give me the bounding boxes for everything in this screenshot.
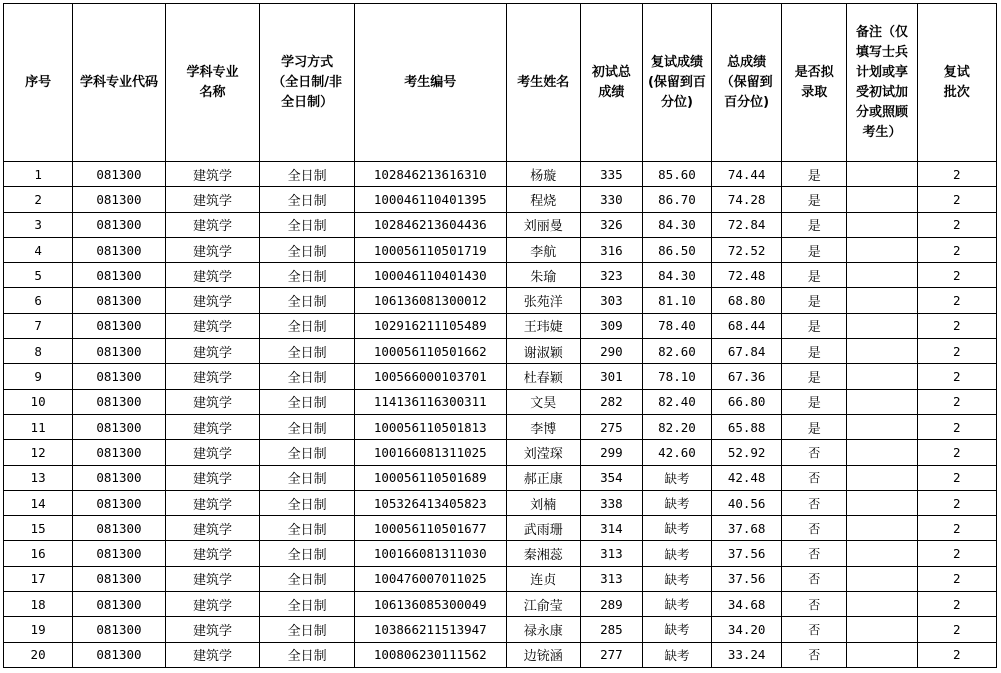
cell-student-name: 谢淑颖	[506, 339, 580, 364]
cell-batch: 2	[917, 389, 996, 414]
cell-retest-score: 85.60	[642, 162, 711, 187]
header-major-code: 学科专业代码	[73, 4, 166, 162]
cell-major-code: 081300	[73, 414, 166, 439]
table-row	[4, 339, 997, 364]
cell-remark	[847, 490, 917, 515]
cell-total-score: 40.56	[712, 490, 782, 515]
cell-admit: 否	[782, 516, 847, 541]
cell-student-name: 边铳涵	[506, 642, 580, 667]
cell-retest-score: 82.60	[642, 339, 711, 364]
cell-seq: 1	[4, 162, 73, 187]
table-row	[4, 440, 997, 465]
cell-retest-score: 84.30	[642, 263, 711, 288]
cell-total-score: 67.84	[712, 339, 782, 364]
cell-major-name: 建筑学	[165, 566, 260, 591]
cell-study-mode: 全日制	[260, 617, 355, 642]
cell-total-score: 66.80	[712, 389, 782, 414]
cell-total-score: 74.28	[712, 187, 782, 212]
cell-exam-id: 102846213604436	[354, 212, 506, 237]
cell-major-code: 081300	[73, 263, 166, 288]
cell-initial-score: 285	[580, 617, 642, 642]
cell-major-name: 建筑学	[165, 414, 260, 439]
table-row	[4, 364, 997, 389]
cell-major-name: 建筑学	[165, 541, 260, 566]
cell-student-name: 秦湘蕊	[506, 541, 580, 566]
cell-batch: 2	[917, 313, 996, 338]
cell-major-name: 建筑学	[165, 313, 260, 338]
cell-admit: 是	[782, 237, 847, 262]
cell-admit: 是	[782, 288, 847, 313]
cell-seq: 13	[4, 465, 73, 490]
cell-exam-id: 100056110501677	[354, 516, 506, 541]
cell-total-score: 72.84	[712, 212, 782, 237]
cell-remark	[847, 288, 917, 313]
cell-seq: 14	[4, 490, 73, 515]
cell-total-score: 37.68	[712, 516, 782, 541]
cell-total-score: 37.56	[712, 541, 782, 566]
cell-retest-score: 86.50	[642, 237, 711, 262]
cell-retest-score: 86.70	[642, 187, 711, 212]
cell-seq: 8	[4, 339, 73, 364]
header-exam-id: 考生编号	[354, 4, 506, 162]
cell-retest-score: 78.10	[642, 364, 711, 389]
cell-seq: 17	[4, 566, 73, 591]
header-row	[4, 4, 997, 162]
cell-exam-id: 100046110401430	[354, 263, 506, 288]
cell-initial-score: 326	[580, 212, 642, 237]
cell-exam-id: 100056110501662	[354, 339, 506, 364]
cell-major-code: 081300	[73, 389, 166, 414]
cell-admit: 否	[782, 642, 847, 667]
cell-exam-id: 106136081300012	[354, 288, 506, 313]
cell-remark	[847, 617, 917, 642]
cell-exam-id: 100566000103701	[354, 364, 506, 389]
cell-seq: 4	[4, 237, 73, 262]
cell-major-code: 081300	[73, 440, 166, 465]
header-total-score: 总成绩（保留到百分位)	[712, 4, 782, 162]
cell-initial-score: 313	[580, 566, 642, 591]
cell-initial-score: 316	[580, 237, 642, 262]
cell-seq: 15	[4, 516, 73, 541]
cell-major-code: 081300	[73, 592, 166, 617]
cell-major-name: 建筑学	[165, 212, 260, 237]
header-study-mode: 学习方式（全日制/非全日制）	[260, 4, 355, 162]
cell-major-code: 081300	[73, 364, 166, 389]
table-body	[4, 162, 997, 668]
cell-major-name: 建筑学	[165, 237, 260, 262]
header-student-name: 考生姓名	[506, 4, 580, 162]
cell-major-code: 081300	[73, 237, 166, 262]
table-row	[4, 187, 997, 212]
cell-student-name: 江俞莹	[506, 592, 580, 617]
cell-admit: 是	[782, 263, 847, 288]
cell-exam-id: 100166081311030	[354, 541, 506, 566]
cell-remark	[847, 389, 917, 414]
cell-major-code: 081300	[73, 490, 166, 515]
cell-student-name: 文昊	[506, 389, 580, 414]
cell-total-score: 52.92	[712, 440, 782, 465]
cell-major-code: 081300	[73, 212, 166, 237]
cell-seq: 18	[4, 592, 73, 617]
cell-seq: 5	[4, 263, 73, 288]
cell-batch: 2	[917, 339, 996, 364]
cell-total-score: 72.52	[712, 237, 782, 262]
cell-admit: 是	[782, 389, 847, 414]
cell-batch: 2	[917, 516, 996, 541]
table-row	[4, 642, 997, 667]
cell-total-score: 67.36	[712, 364, 782, 389]
cell-retest-score: 82.20	[642, 414, 711, 439]
cell-study-mode: 全日制	[260, 263, 355, 288]
table-row	[4, 237, 997, 262]
cell-major-name: 建筑学	[165, 288, 260, 313]
cell-major-name: 建筑学	[165, 440, 260, 465]
cell-student-name: 刘丽曼	[506, 212, 580, 237]
cell-initial-score: 330	[580, 187, 642, 212]
cell-retest-score: 缺考	[642, 516, 711, 541]
cell-seq: 20	[4, 642, 73, 667]
cell-admit: 否	[782, 541, 847, 566]
cell-student-name: 禄永康	[506, 617, 580, 642]
cell-exam-id: 100056110501719	[354, 237, 506, 262]
cell-admit: 否	[782, 465, 847, 490]
cell-seq: 6	[4, 288, 73, 313]
cell-student-name: 朱瑜	[506, 263, 580, 288]
cell-seq: 11	[4, 414, 73, 439]
cell-total-score: 68.44	[712, 313, 782, 338]
table-row	[4, 566, 997, 591]
cell-student-name: 连贞	[506, 566, 580, 591]
cell-admit: 是	[782, 187, 847, 212]
cell-initial-score: 299	[580, 440, 642, 465]
cell-retest-score: 缺考	[642, 566, 711, 591]
cell-batch: 2	[917, 288, 996, 313]
header-seq: 序号	[4, 4, 73, 162]
cell-admit: 否	[782, 440, 847, 465]
cell-major-name: 建筑学	[165, 187, 260, 212]
cell-student-name: 杨璇	[506, 162, 580, 187]
cell-exam-id: 100056110501813	[354, 414, 506, 439]
cell-total-score: 74.44	[712, 162, 782, 187]
cell-batch: 2	[917, 465, 996, 490]
cell-remark	[847, 212, 917, 237]
cell-major-name: 建筑学	[165, 465, 260, 490]
cell-retest-score: 82.40	[642, 389, 711, 414]
cell-major-name: 建筑学	[165, 592, 260, 617]
table-row	[4, 516, 997, 541]
cell-total-score: 34.68	[712, 592, 782, 617]
cell-remark	[847, 187, 917, 212]
cell-remark	[847, 566, 917, 591]
cell-major-code: 081300	[73, 516, 166, 541]
cell-student-name: 杜春颖	[506, 364, 580, 389]
cell-initial-score: 282	[580, 389, 642, 414]
cell-student-name: 张苑洋	[506, 288, 580, 313]
cell-initial-score: 323	[580, 263, 642, 288]
cell-study-mode: 全日制	[260, 465, 355, 490]
cell-admit: 否	[782, 490, 847, 515]
cell-retest-score: 缺考	[642, 490, 711, 515]
table-row	[4, 465, 997, 490]
cell-exam-id: 102846213616310	[354, 162, 506, 187]
cell-initial-score: 277	[580, 642, 642, 667]
cell-study-mode: 全日制	[260, 490, 355, 515]
cell-major-code: 081300	[73, 541, 166, 566]
cell-major-name: 建筑学	[165, 162, 260, 187]
cell-student-name: 程烧	[506, 187, 580, 212]
cell-major-name: 建筑学	[165, 490, 260, 515]
cell-exam-id: 102916211105489	[354, 313, 506, 338]
cell-batch: 2	[917, 187, 996, 212]
cell-remark	[847, 516, 917, 541]
cell-study-mode: 全日制	[260, 516, 355, 541]
cell-remark	[847, 313, 917, 338]
cell-batch: 2	[917, 541, 996, 566]
cell-remark	[847, 440, 917, 465]
cell-admit: 否	[782, 566, 847, 591]
cell-total-score: 33.24	[712, 642, 782, 667]
cell-study-mode: 全日制	[260, 389, 355, 414]
cell-exam-id: 100166081311025	[354, 440, 506, 465]
cell-retest-score: 缺考	[642, 617, 711, 642]
cell-remark	[847, 263, 917, 288]
cell-retest-score: 42.60	[642, 440, 711, 465]
header-initial-score: 初试总成绩	[580, 4, 642, 162]
cell-major-code: 081300	[73, 288, 166, 313]
cell-study-mode: 全日制	[260, 339, 355, 364]
cell-exam-id: 100046110401395	[354, 187, 506, 212]
cell-initial-score: 309	[580, 313, 642, 338]
table-row	[4, 617, 997, 642]
cell-batch: 2	[917, 212, 996, 237]
table-row	[4, 212, 997, 237]
header-admit: 是否拟录取	[782, 4, 847, 162]
cell-total-score: 68.80	[712, 288, 782, 313]
cell-admit: 是	[782, 212, 847, 237]
cell-major-code: 081300	[73, 566, 166, 591]
cell-student-name: 李航	[506, 237, 580, 262]
cell-major-name: 建筑学	[165, 339, 260, 364]
cell-remark	[847, 592, 917, 617]
cell-remark	[847, 642, 917, 667]
cell-major-code: 081300	[73, 465, 166, 490]
cell-study-mode: 全日制	[260, 288, 355, 313]
cell-student-name: 武雨珊	[506, 516, 580, 541]
cell-major-code: 081300	[73, 617, 166, 642]
cell-study-mode: 全日制	[260, 237, 355, 262]
cell-major-name: 建筑学	[165, 516, 260, 541]
cell-batch: 2	[917, 263, 996, 288]
cell-initial-score: 354	[580, 465, 642, 490]
cell-study-mode: 全日制	[260, 592, 355, 617]
cell-batch: 2	[917, 490, 996, 515]
cell-major-code: 081300	[73, 187, 166, 212]
cell-remark	[847, 414, 917, 439]
cell-total-score: 37.56	[712, 566, 782, 591]
cell-study-mode: 全日制	[260, 162, 355, 187]
cell-batch: 2	[917, 440, 996, 465]
cell-major-name: 建筑学	[165, 263, 260, 288]
cell-seq: 3	[4, 212, 73, 237]
cell-admit: 否	[782, 617, 847, 642]
cell-initial-score: 290	[580, 339, 642, 364]
cell-remark	[847, 541, 917, 566]
cell-retest-score: 81.10	[642, 288, 711, 313]
cell-major-code: 081300	[73, 642, 166, 667]
cell-retest-score: 84.30	[642, 212, 711, 237]
cell-batch: 2	[917, 162, 996, 187]
cell-major-name: 建筑学	[165, 642, 260, 667]
cell-admit: 否	[782, 592, 847, 617]
cell-student-name: 刘楠	[506, 490, 580, 515]
table-row	[4, 263, 997, 288]
cell-batch: 2	[917, 237, 996, 262]
cell-major-code: 081300	[73, 339, 166, 364]
cell-student-name: 李博	[506, 414, 580, 439]
cell-admit: 是	[782, 162, 847, 187]
cell-retest-score: 缺考	[642, 465, 711, 490]
cell-major-name: 建筑学	[165, 617, 260, 642]
cell-study-mode: 全日制	[260, 541, 355, 566]
cell-seq: 19	[4, 617, 73, 642]
cell-initial-score: 335	[580, 162, 642, 187]
cell-exam-id: 114136116300311	[354, 389, 506, 414]
table-row	[4, 414, 997, 439]
cell-retest-score: 缺考	[642, 642, 711, 667]
cell-student-name: 郝正康	[506, 465, 580, 490]
cell-exam-id: 103866211513947	[354, 617, 506, 642]
cell-study-mode: 全日制	[260, 440, 355, 465]
cell-study-mode: 全日制	[260, 566, 355, 591]
cell-seq: 16	[4, 541, 73, 566]
cell-initial-score: 275	[580, 414, 642, 439]
table-row	[4, 592, 997, 617]
cell-study-mode: 全日制	[260, 212, 355, 237]
cell-initial-score: 313	[580, 541, 642, 566]
cell-major-name: 建筑学	[165, 364, 260, 389]
cell-exam-id: 106136085300049	[354, 592, 506, 617]
table-row	[4, 288, 997, 313]
cell-retest-score: 缺考	[642, 592, 711, 617]
cell-major-name: 建筑学	[165, 389, 260, 414]
cell-total-score: 65.88	[712, 414, 782, 439]
cell-initial-score: 338	[580, 490, 642, 515]
cell-total-score: 42.48	[712, 465, 782, 490]
table-row	[4, 541, 997, 566]
cell-seq: 2	[4, 187, 73, 212]
cell-student-name: 王玮婕	[506, 313, 580, 338]
cell-batch: 2	[917, 592, 996, 617]
cell-study-mode: 全日制	[260, 364, 355, 389]
cell-remark	[847, 364, 917, 389]
cell-admit: 是	[782, 339, 847, 364]
cell-exam-id: 100476007011025	[354, 566, 506, 591]
header-batch: 复试批次	[917, 4, 996, 162]
cell-remark	[847, 339, 917, 364]
table-row	[4, 490, 997, 515]
cell-initial-score: 314	[580, 516, 642, 541]
cell-admit: 是	[782, 364, 847, 389]
cell-admit: 是	[782, 313, 847, 338]
table-row	[4, 162, 997, 187]
cell-batch: 2	[917, 642, 996, 667]
cell-initial-score: 303	[580, 288, 642, 313]
cell-retest-score: 缺考	[642, 541, 711, 566]
cell-total-score: 72.48	[712, 263, 782, 288]
cell-remark	[847, 162, 917, 187]
cell-admit: 是	[782, 414, 847, 439]
cell-exam-id: 100056110501689	[354, 465, 506, 490]
cell-seq: 7	[4, 313, 73, 338]
admission-results-table	[3, 3, 997, 668]
cell-remark	[847, 237, 917, 262]
cell-batch: 2	[917, 364, 996, 389]
cell-student-name: 刘滢琛	[506, 440, 580, 465]
cell-batch: 2	[917, 566, 996, 591]
cell-study-mode: 全日制	[260, 414, 355, 439]
cell-retest-score: 78.40	[642, 313, 711, 338]
cell-initial-score: 289	[580, 592, 642, 617]
table-row	[4, 389, 997, 414]
header-major-name: 学科专业名称	[165, 4, 260, 162]
cell-exam-id: 105326413405823	[354, 490, 506, 515]
cell-total-score: 34.20	[712, 617, 782, 642]
cell-study-mode: 全日制	[260, 642, 355, 667]
cell-seq: 12	[4, 440, 73, 465]
cell-major-code: 081300	[73, 313, 166, 338]
cell-study-mode: 全日制	[260, 187, 355, 212]
cell-batch: 2	[917, 617, 996, 642]
table-row	[4, 313, 997, 338]
cell-initial-score: 301	[580, 364, 642, 389]
header-remark: 备注（仅填写士兵计划或享受初试加分或照顾考生）	[847, 4, 917, 162]
header-retest-score: 复试成绩(保留到百分位)	[642, 4, 711, 162]
cell-seq: 10	[4, 389, 73, 414]
cell-batch: 2	[917, 414, 996, 439]
cell-seq: 9	[4, 364, 73, 389]
cell-study-mode: 全日制	[260, 313, 355, 338]
cell-exam-id: 100806230111562	[354, 642, 506, 667]
cell-remark	[847, 465, 917, 490]
cell-major-code: 081300	[73, 162, 166, 187]
